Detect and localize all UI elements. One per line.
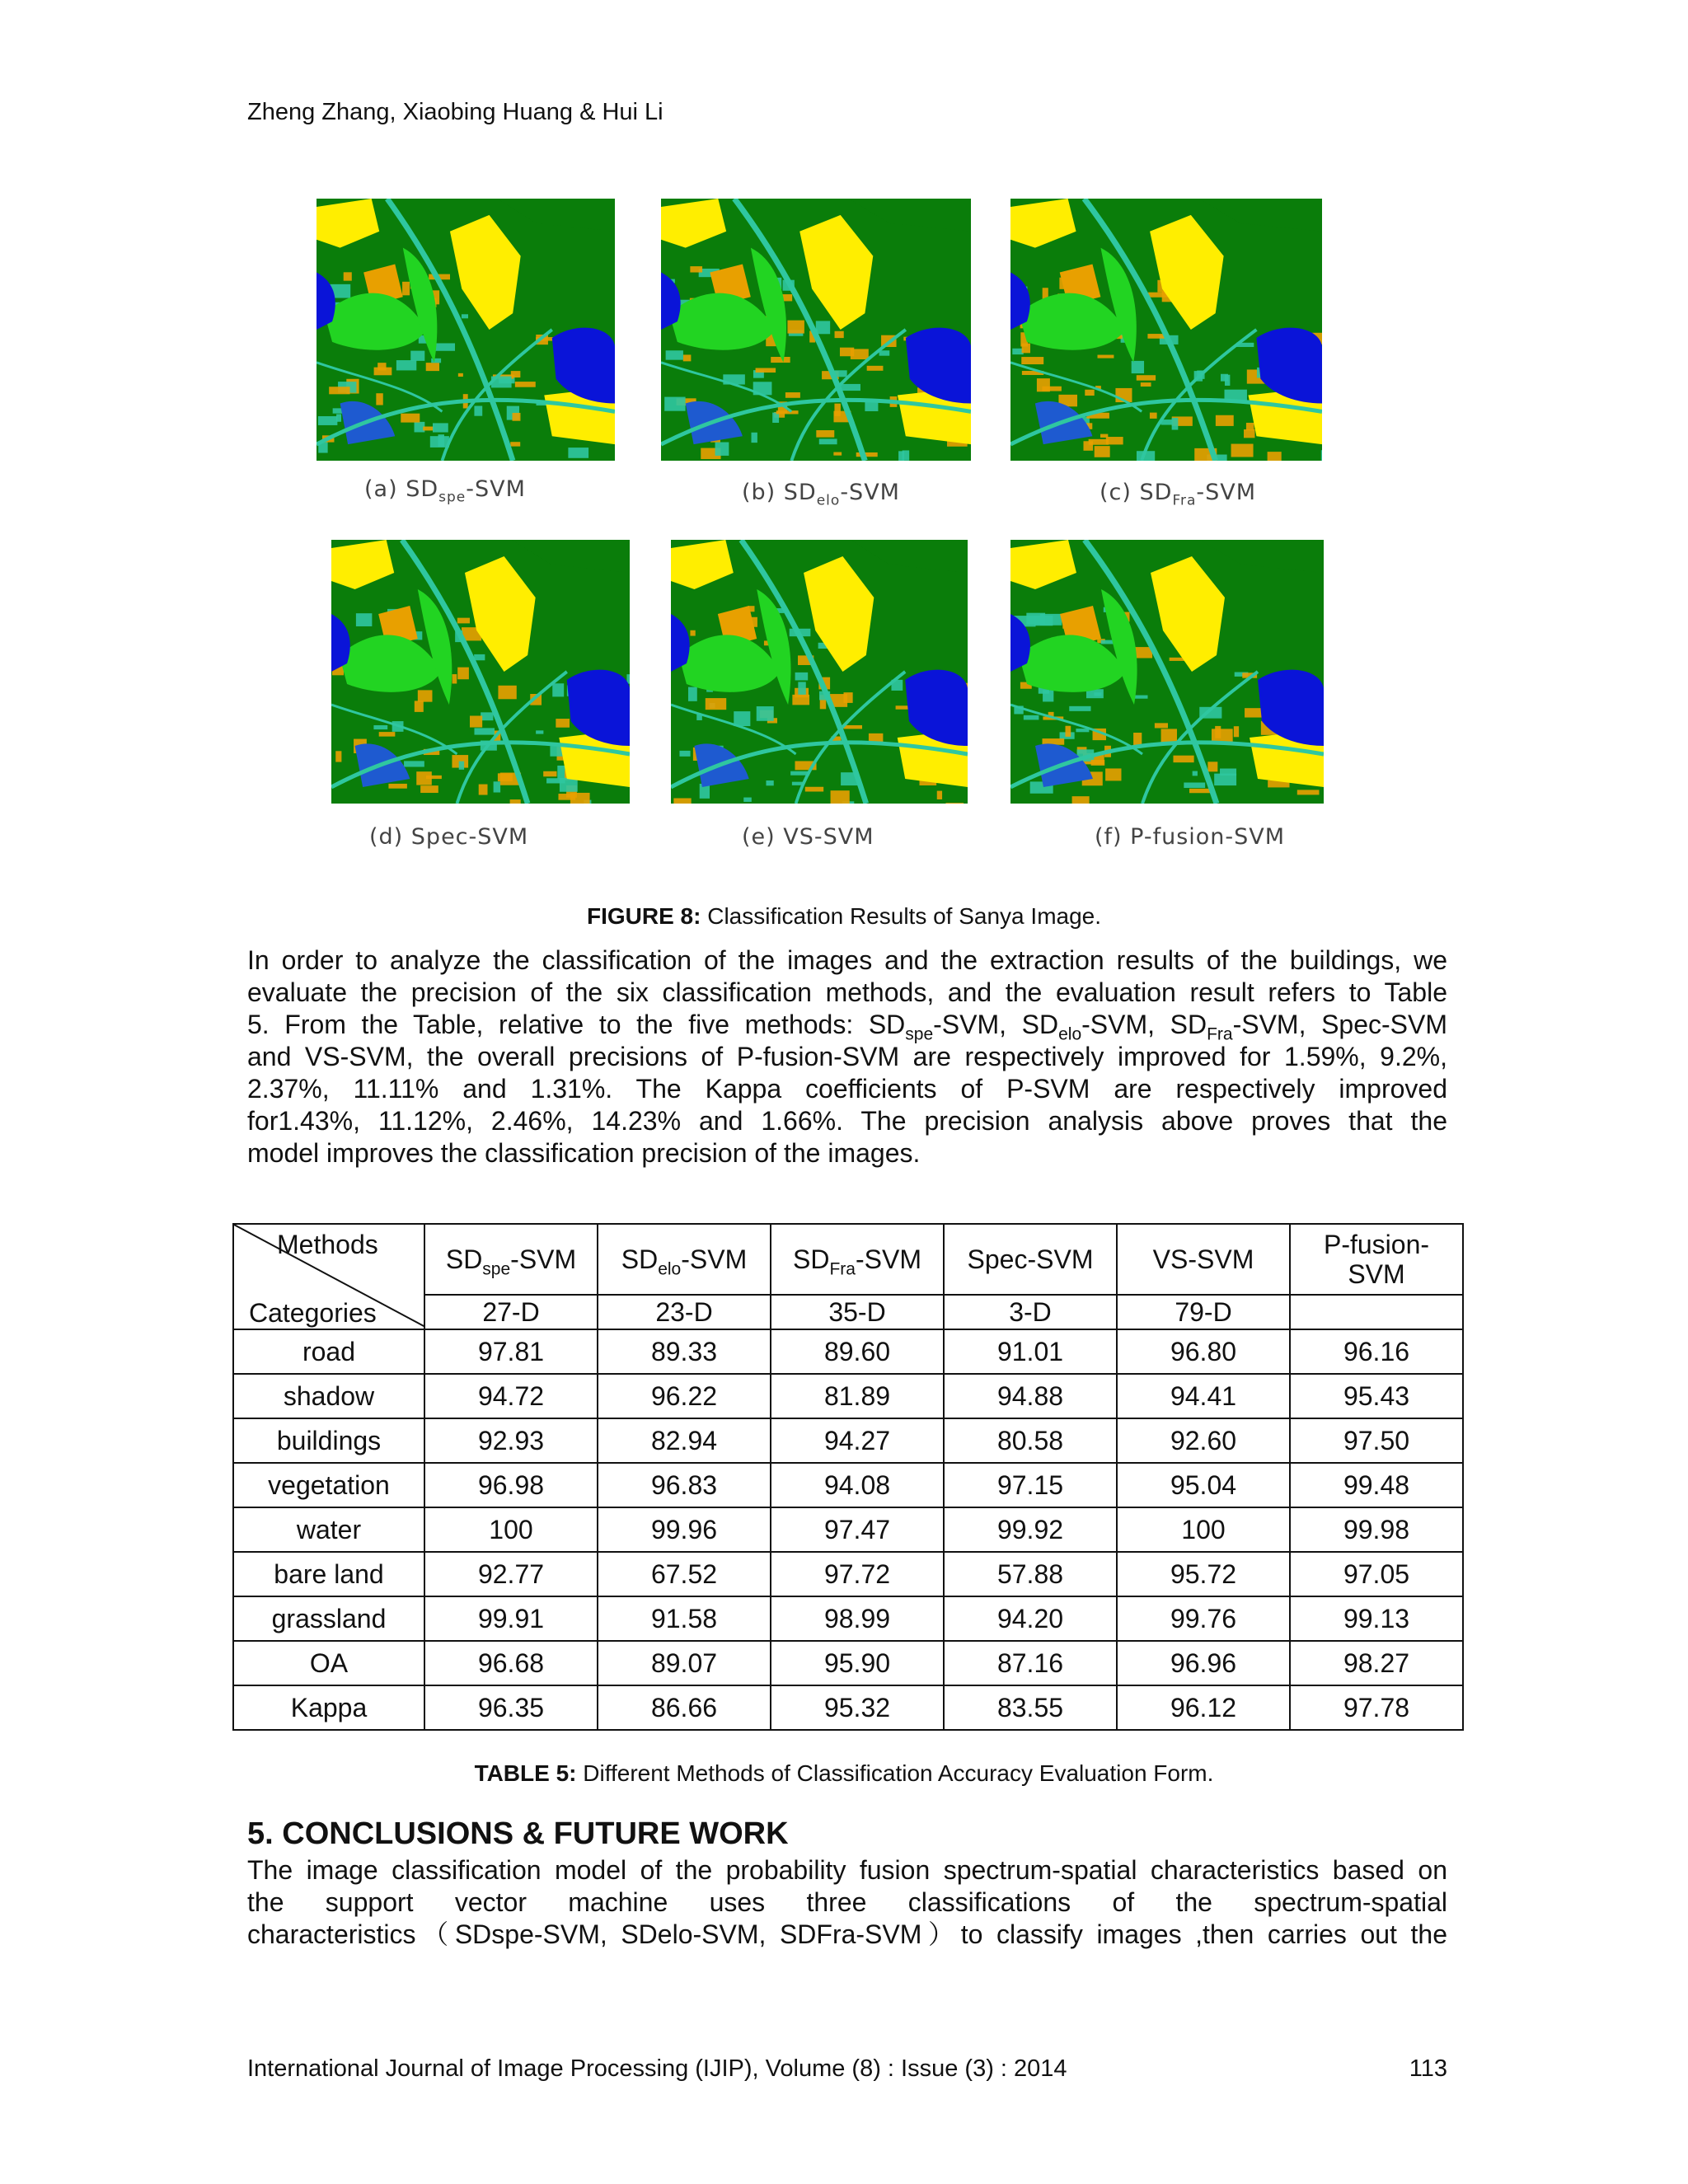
value-cell: 96.12 <box>1117 1685 1290 1730</box>
table-row <box>233 1374 1463 1418</box>
dim-cell <box>1290 1295 1463 1329</box>
category-cell: shadow <box>233 1374 424 1418</box>
figure-panel-b <box>661 199 971 461</box>
value-cell: 97.81 <box>424 1329 598 1374</box>
table-row <box>233 1596 1463 1641</box>
method-header-pfusion: P-fusion- SVM <box>1290 1224 1463 1295</box>
dim-cell: 3-D <box>944 1295 1117 1329</box>
value-cell: 96.80 <box>1117 1329 1290 1374</box>
value-cell: 96.68 <box>424 1641 598 1685</box>
classification-map <box>331 540 630 804</box>
value-cell: 99.91 <box>424 1596 598 1641</box>
corner-label-categories: Categories <box>249 1298 377 1328</box>
value-cell: 100 <box>1117 1507 1290 1552</box>
category-cell: vegetation <box>233 1463 424 1507</box>
value-cell: 87.16 <box>944 1641 1117 1685</box>
table-row <box>233 1685 1463 1730</box>
body-paragraph-conclusions: The image classification model of the probability fusion spectrum-spatial characteristics based on the support vector machine uses three classifications of the spectrum-spatial characteristics（SDspe-SVM, SDelo-SVM, SDFra-SVM）to classify images ,then carries out the <box>247 1855 1447 1949</box>
value-cell: 99.48 <box>1290 1463 1463 1507</box>
value-cell: 96.22 <box>598 1374 771 1418</box>
value-cell: 98.99 <box>771 1596 944 1641</box>
panel-caption-e: (e) VS-SVM <box>742 824 874 850</box>
value-cell: 83.55 <box>944 1685 1117 1730</box>
value-cell: 96.98 <box>424 1463 598 1507</box>
value-cell: 99.98 <box>1290 1507 1463 1552</box>
value-cell: 97.05 <box>1290 1552 1463 1596</box>
category-cell: water <box>233 1507 424 1552</box>
footer-journal: International Journal of Image Processing (IJIP), Volume (8) : Issue (3) : 2014 <box>247 2055 1067 2082</box>
method-header-sdelo: $SD_{elo}$-SVM <box>598 1224 771 1295</box>
table-caption: TABLE 5: Different Methods of Classification Accuracy Evaluation Form. <box>474 1760 1214 1786</box>
value-cell: 95.72 <box>1117 1552 1290 1596</box>
category-cell: Kappa <box>233 1685 424 1730</box>
classification-map <box>671 540 968 804</box>
accuracy-table <box>232 1223 1464 1731</box>
classification-map <box>1010 199 1322 461</box>
value-cell: 89.60 <box>771 1329 944 1374</box>
value-cell: 86.66 <box>598 1685 771 1730</box>
value-cell: 96.35 <box>424 1685 598 1730</box>
figure-panel-f <box>1010 540 1324 804</box>
value-cell: 100 <box>424 1507 598 1552</box>
value-cell: 92.93 <box>424 1418 598 1463</box>
body-paragraph-analysis: In order to analyze the classification of the images and the extraction results of the buildings, we evaluate the precision of the six classification methods, and the evaluation result refers to Table 5. From the Table, relative to the five methods: $SD_{spe}$-SVM, $SD_{elo}$-SVM, $SD_{Fra}$-SVM, Spec-SVM and VS-SVM, the overall precisions of P-fusion-SVM are respectively improved for 1.59%, 9.2%, 2.37%, 11.11% and 1.31%. The Kappa coefficients of P-SVM are respectively improved for1.43%, 11.12%, 2.46%, 14.23% and 1.66%. The precision analysis above proves that the model improves the classification precision of the images. <box>247 945 1448 1168</box>
classification-map <box>316 199 615 461</box>
category-cell: road <box>233 1329 424 1374</box>
value-cell: 97.15 <box>944 1463 1117 1507</box>
value-cell: 95.90 <box>771 1641 944 1685</box>
value-cell: 81.89 <box>771 1374 944 1418</box>
value-cell: 95.32 <box>771 1685 944 1730</box>
table-row <box>233 1507 1463 1552</box>
method-header-spec: Spec-SVM <box>944 1224 1117 1295</box>
value-cell: 89.07 <box>598 1641 771 1685</box>
panel-caption-f: (f) P-fusion-SVM <box>1095 824 1286 850</box>
value-cell: 94.20 <box>944 1596 1117 1641</box>
panel-caption-b: (b) $SD_{elo}$-SVM <box>742 480 900 509</box>
value-cell: 57.88 <box>944 1552 1117 1596</box>
value-cell: 92.60 <box>1117 1418 1290 1463</box>
table-corner-header <box>233 1224 424 1329</box>
figure-panel-e <box>671 540 968 804</box>
value-cell: 96.83 <box>598 1463 771 1507</box>
value-cell: 96.16 <box>1290 1329 1463 1374</box>
category-cell: grassland <box>233 1596 424 1641</box>
method-header-sdspe: $SD_{spe}$-SVM <box>424 1224 598 1295</box>
panel-caption-a: (a) $SD_{spe}$-SVM <box>364 476 526 506</box>
page-number: 113 <box>1409 2055 1447 2082</box>
table-row <box>233 1418 1463 1463</box>
value-cell: 97.78 <box>1290 1685 1463 1730</box>
table-row <box>233 1329 1463 1374</box>
value-cell: 82.94 <box>598 1418 771 1463</box>
value-cell: 92.77 <box>424 1552 598 1596</box>
value-cell: 96.96 <box>1117 1641 1290 1685</box>
value-cell: 95.04 <box>1117 1463 1290 1507</box>
figure-panel-d <box>331 540 630 804</box>
value-cell: 94.88 <box>944 1374 1117 1418</box>
value-cell: 95.43 <box>1290 1374 1463 1418</box>
category-cell: OA <box>233 1641 424 1685</box>
running-header: Zheng Zhang, Xiaobing Huang & Hui Li <box>247 99 663 125</box>
figure-panel-a <box>316 199 615 461</box>
value-cell: 94.27 <box>771 1418 944 1463</box>
value-cell: 97.47 <box>771 1507 944 1552</box>
value-cell: 67.52 <box>598 1552 771 1596</box>
value-cell: 98.27 <box>1290 1641 1463 1685</box>
value-cell: 99.76 <box>1117 1596 1290 1641</box>
value-cell: 91.01 <box>944 1329 1117 1374</box>
category-cell: bare land <box>233 1552 424 1596</box>
value-cell: 94.08 <box>771 1463 944 1507</box>
value-cell: 89.33 <box>598 1329 771 1374</box>
value-cell: 80.58 <box>944 1418 1117 1463</box>
method-header-sdfra: $SD_{Fra}$-SVM <box>771 1224 944 1295</box>
dim-cell: 35-D <box>771 1295 944 1329</box>
panel-caption-d: (d) Spec-SVM <box>369 824 529 850</box>
table-row <box>233 1641 1463 1685</box>
dim-cell: 23-D <box>598 1295 771 1329</box>
table-row <box>233 1463 1463 1507</box>
classification-map <box>661 199 971 461</box>
value-cell: 94.72 <box>424 1374 598 1418</box>
category-cell: buildings <box>233 1418 424 1463</box>
panel-caption-c: (c) $SD_{Fra}$-SVM <box>1100 480 1257 509</box>
figure-caption: FIGURE 8: Classification Results of Sanya Image. <box>586 903 1102 929</box>
dim-cell: 79-D <box>1117 1295 1290 1329</box>
value-cell: 99.92 <box>944 1507 1117 1552</box>
table-row <box>233 1552 1463 1596</box>
corner-label-methods: Methods <box>277 1230 378 1259</box>
classification-map <box>1010 540 1324 804</box>
value-cell: 94.41 <box>1117 1374 1290 1418</box>
section-heading: 5. CONCLUSIONS & FUTURE WORK <box>247 1816 789 1851</box>
value-cell: 99.96 <box>598 1507 771 1552</box>
method-header-vs: VS-SVM <box>1117 1224 1290 1295</box>
dim-cell: 27-D <box>424 1295 598 1329</box>
value-cell: 91.58 <box>598 1596 771 1641</box>
value-cell: 97.50 <box>1290 1418 1463 1463</box>
value-cell: 97.72 <box>771 1552 944 1596</box>
value-cell: 99.13 <box>1290 1596 1463 1641</box>
figure-panel-c <box>1010 199 1322 461</box>
